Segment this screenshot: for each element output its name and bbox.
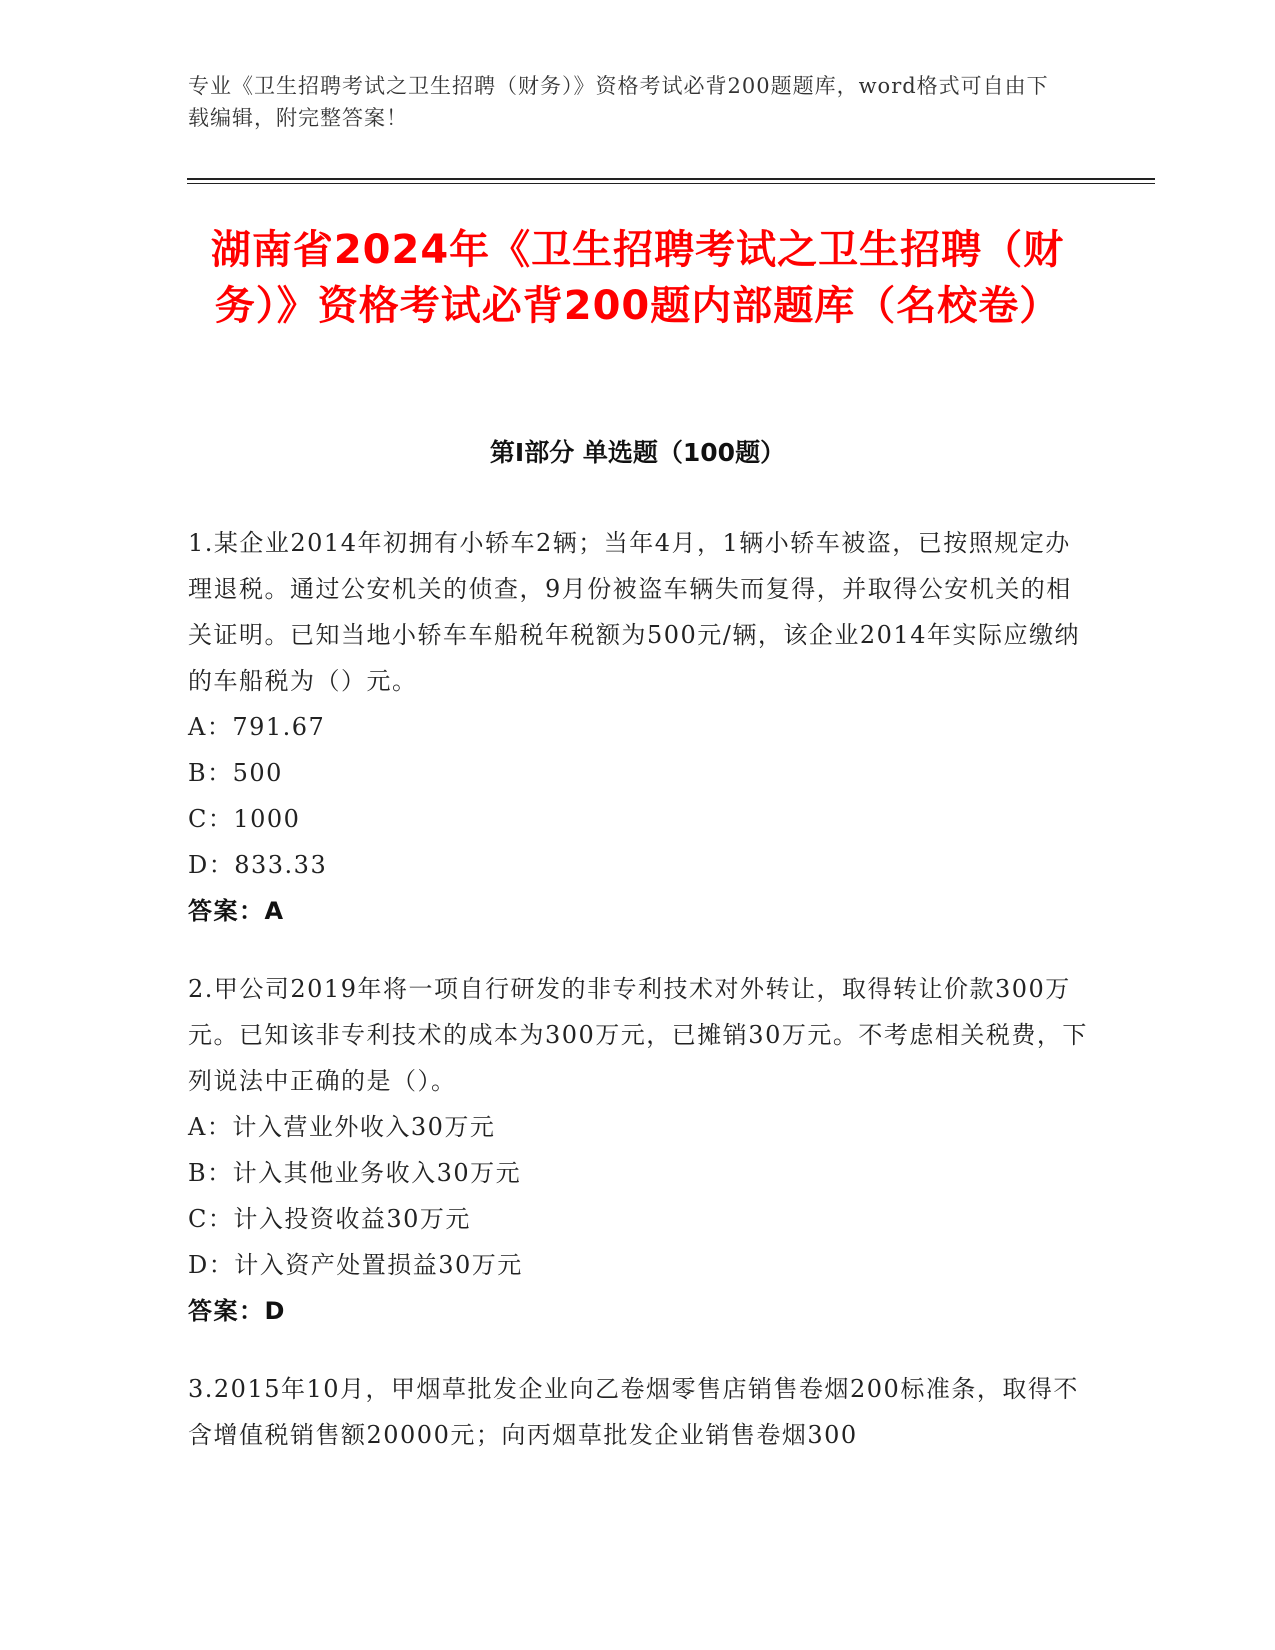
question-item	[188, 1366, 1088, 1458]
header-note: 专业《卫生招聘考试之卫生招聘（财务）》资格考试必背200题题库，word格式可自由下载编辑，附完整答案！	[188, 74, 1049, 130]
question-list	[188, 520, 1088, 1490]
option-b: B：计入其他业务收入30万元	[188, 1159, 522, 1187]
option-d: D：计入资产处置损益30万元	[188, 1251, 523, 1279]
option-list	[188, 704, 1088, 888]
header-divider-thick	[187, 178, 1155, 180]
document-title: 湖南省2024年《卫生招聘考试之卫生招聘（财务）》资格考试必背200题内部题库（名校卷）	[210, 227, 1065, 329]
option-list	[188, 1104, 1088, 1288]
option-b: B：500	[188, 759, 283, 787]
answer-line: 答案：D	[188, 1297, 286, 1325]
option-c: C：计入投资收益30万元	[188, 1205, 471, 1233]
option-d: D：833.33	[188, 851, 328, 879]
header-divider-thin	[187, 183, 1155, 184]
section-title: 第I部分 单选题（100题）	[489, 438, 786, 467]
question-item	[188, 520, 1088, 934]
question-item	[188, 966, 1088, 1334]
option-c: C：1000	[188, 805, 301, 833]
question-stem: 1.某企业2014年初拥有小轿车2辆；当年4月，1辆小轿车被盗，已按照规定办理退税。通过公安机关的侦查，9月份被盗车辆失而复得，并取得公安机关的相关证明。已知当地小轿车车船税年税额为500元/辆，该企业2014年实际应缴纳的车船税为（）元。	[188, 529, 1080, 695]
answer-line: 答案：A	[188, 897, 285, 925]
question-stem: 2.甲公司2019年将一项自行研发的非专利技术对外转让，取得转让价款300万元。已知该非专利技术的成本为300万元，已摊销30万元。不考虑相关税费，下列说法中正确的是（）。	[188, 975, 1088, 1095]
option-a: A：计入营业外收入30万元	[188, 1113, 496, 1141]
question-stem: 3.2015年10月，甲烟草批发企业向乙卷烟零售店销售卷烟200标准条，取得不含增值税销售额20000元；向丙烟草批发企业销售卷烟300	[188, 1375, 1079, 1449]
option-a: A：791.67	[188, 713, 326, 741]
